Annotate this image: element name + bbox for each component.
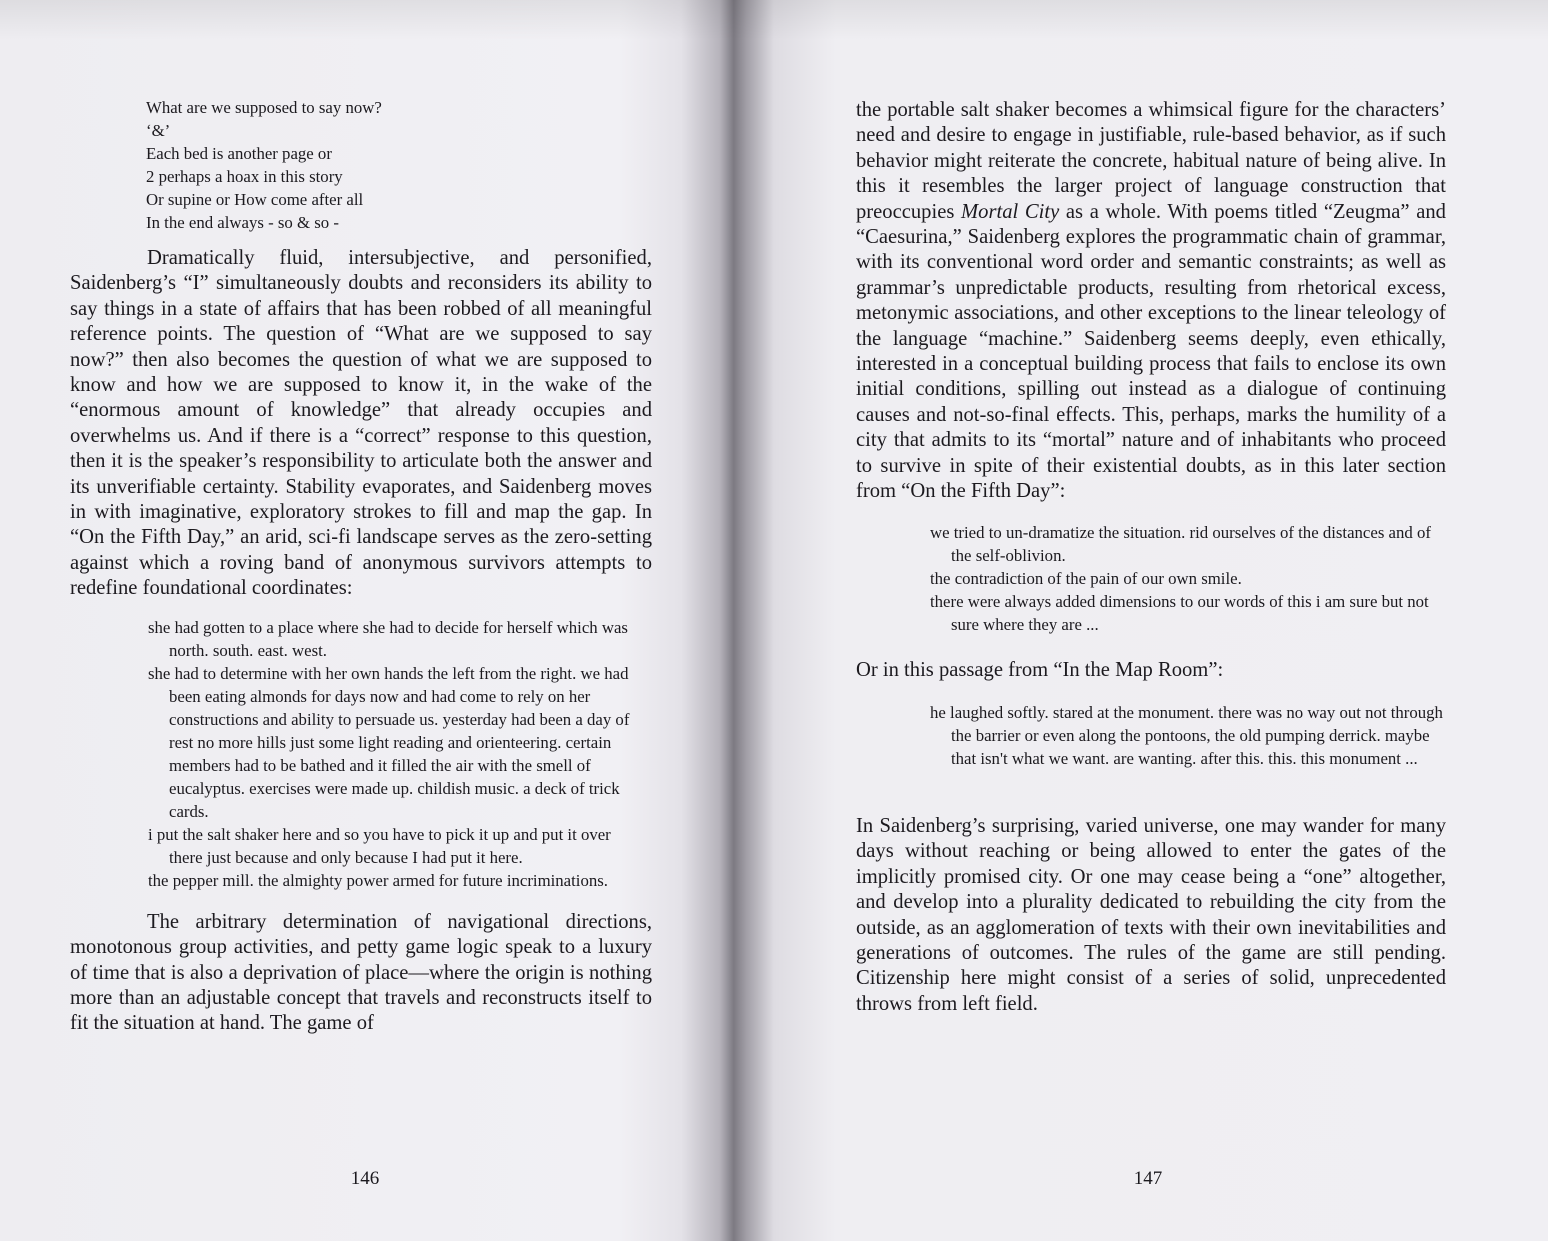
verse-line: 2 perhaps a hoax in this story [146, 167, 343, 186]
quote-line: we tried to un-dramatize the situation. rid ourselves of the distances and of the self-oblivion. [930, 522, 1431, 565]
body-paragraph: In Saidenberg’s surprising, varied universe, one may wander for many days without reaching or being allowed to enter the gates of the implicitly promised city. Or one may cease being a “one” altogether, and develop into a plurality dedicated to rebuilding the city from the outside, as an agglomeration of texts with their own inevitabilities and generations of outcomes. The rules of the game are still pending. Citizenship here might consist of a series of solid, unprecedented throws from left field. [856, 814, 1446, 1015]
quote-line: she had to determine with her own hands the left from the right. we had been eating almonds for days now and had come to rely on her constructions and ability to persuade us. yesterday had been a day of rest no more hills just some light reading and orienteering. certain members had to be bathed and it filled the air with the smell of eucalyptus. exercises were made up. childish music. a deck of trick cards. [148, 663, 630, 821]
verse-line: Each bed is another page or [146, 144, 332, 163]
left-page [0, 0, 730, 1241]
lead-in-sentence: Or in this passage from “In the Map Room”: [856, 658, 1224, 681]
quote-line: she had gotten to a place where she had to decide for herself which was north. south. east. west. [148, 617, 628, 660]
quote-line: i put the salt shaker here and so you have to pick it up and put it over there just because and only because I had put it here. [148, 824, 611, 867]
book-title: Mortal City [961, 200, 1060, 223]
right-page [770, 0, 1548, 1241]
page-number: 147 [1133, 1168, 1163, 1189]
quote-line: the pepper mill. the almighty power armed for future incriminations. [148, 870, 608, 890]
block-quote [148, 616, 648, 892]
text-run: as a whole. With poems titled “Zeugma” and “Caesurina,” Saidenberg explores the programmatic chain of grammar, with its conventional word order and semantic constraints; as well as grammar’s unpredictable products, resulting from rhetorical excess, metonymic associations, and other exceptions to the linear teleology of the language “machine.” Saidenberg seems deeply, even ethically, interested in a conceptual building process that fails to enclose its own initial conditions, spilling out instead as a dialogue of continuing causes and not-so-final effects. This, perhaps, marks the humility of a city that admits to its “mortal” nature and of inhabitants who proceed to survive in spite of their existential doubts, as in this later section from “On the Fifth Day”: [856, 200, 1446, 503]
body-paragraph [856, 98, 1446, 505]
page-number: 146 [350, 1168, 380, 1189]
right-page-text [856, 98, 1446, 1017]
verse-line: In the end always - so & so - [146, 213, 339, 232]
text-run: the portable salt shaker becomes a whimsical figure for the characters’ need and desire to engage in justifiable, rule-based behavior, as if such behavior might reiterate the concrete, habitual nature of being alive. In this it resembles the larger project of language construction that preoccupies [856, 99, 1446, 223]
body-paragraph: The arbitrary determination of navigational directions, monotonous group activities, and petty game logic speak to a luxury of time that is also a deprivation of place—where the origin is nothing more than an adjustable concept that travels and reconstructs itself to fit the situation at hand. The game of [70, 910, 652, 1035]
block-quote [930, 701, 1450, 770]
verse-line: Or supine or How come after all [146, 190, 364, 209]
quote-line: the contradiction of the pain of our own smile. [930, 568, 1242, 588]
left-page-text [70, 96, 652, 1037]
body-paragraph: Dramatically fluid, intersubjective, and personified, Saidenberg’s “I” simultaneously doubts and reconsiders its ability to say things in a state of affairs that has been robbed of all meaningful reference points. The question of “What are we supposed to say now?” then also becomes the question of what we are supposed to know and how we are supposed to know it, in the wake of the “enormous amount of knowledge” that already occupies and overwhelms us. And if there is a “correct” response to this question, then it is the speaker’s responsibility to articulate both the answer and its unverifiable certainty. Stability evaporates, and Saidenberg moves in with imaginative, exploratory strokes to fill and map the gap. In “On the Fifth Day,” an arid, sci-fi landscape serves as the zero-setting against which a roving band of anonymous survivors attempts to redefine foundational coordinates: [70, 247, 652, 600]
verse-line: ‘&’ [146, 121, 171, 140]
verse-line: What are we supposed to say now? [146, 98, 382, 117]
verse-excerpt [146, 96, 652, 234]
quote-line: he laughed softly. stared at the monument. there was no way out not through the barrier or even along the pontoons, the old pumping derrick. maybe that isn't what we want. are wanting. after this. this. this monument ... [930, 702, 1443, 768]
quote-line: there were always added dimensions to our words of this i am sure but not sure where they are ... [930, 591, 1429, 634]
block-quote [930, 521, 1450, 636]
